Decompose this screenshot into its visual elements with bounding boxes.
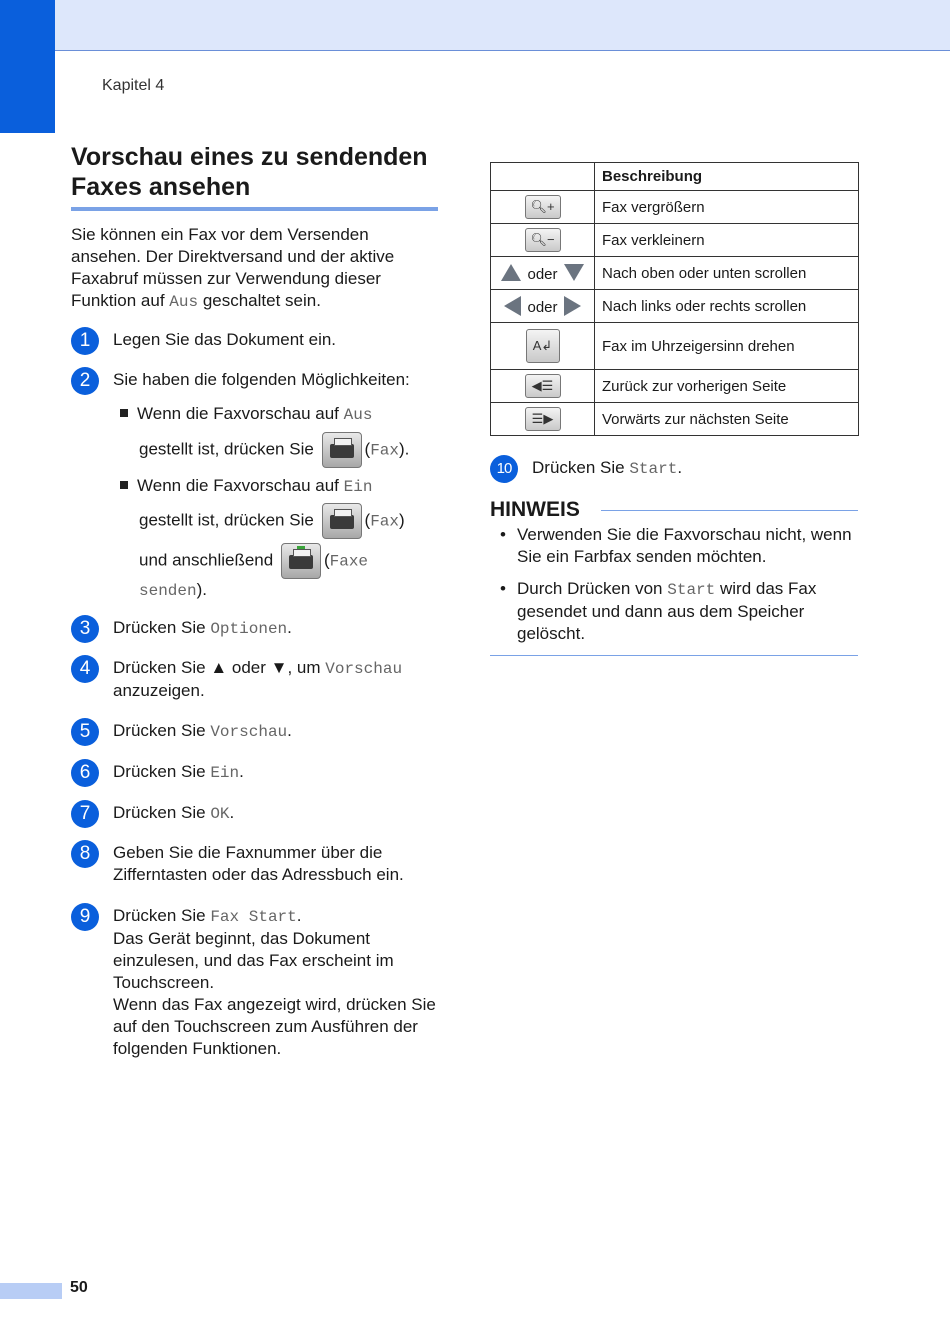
or-word: oder [527,265,558,283]
table-cell-desc: Nach links oder rechts scrollen [595,290,859,323]
note-heading: HINWEIS [490,498,580,521]
table-row [491,257,859,290]
step-code: OK [210,805,230,823]
table-row [491,403,859,436]
note-text: Durch Drücken von [517,579,668,598]
fax-button-icon [322,432,362,468]
step-post: . [229,803,235,822]
page-number: 50 [70,1279,88,1296]
preview-functions-table [490,162,859,436]
step-number: 3 [71,615,99,643]
button-code: Faxe [329,552,369,571]
step-number: 6 [71,759,99,787]
table-header-row [491,163,859,191]
step-code: Start [629,460,678,478]
option-1 [120,403,372,426]
table-cell-desc: Fax im Uhrzeigersinn drehen [595,323,859,370]
step-number: 10 [490,455,518,483]
table-row [491,323,859,370]
note-rule-bottom [490,655,858,656]
table-row [491,290,859,323]
square-bullet-icon [120,409,128,417]
step-text: Sie haben die folgenden Möglichkeiten: [113,370,410,389]
intro-text: Sie können ein Fax vor dem Versenden ansehen. Der Direktversand und der aktive Faxabruf müssen zur Verwendung dieser Funktion auf [71,225,395,310]
note-item [500,578,858,645]
step-code: Vorschau [210,723,288,741]
step-post: . [296,906,302,925]
arrow-left-icon [504,296,521,316]
note-list [500,524,858,655]
zoom-in-icon: 🔍︎+ [525,195,561,219]
button-code: Fax [370,512,400,531]
paren: ( [323,550,330,570]
square-bullet-icon [120,481,128,489]
option-text: Wenn die Faxvorschau auf [137,476,344,495]
table-cell-desc: Vorwärts zur nächsten Seite [595,403,859,436]
fax-button-icon [322,503,362,539]
or-word: oder [527,299,558,316]
step-post: . [287,618,292,637]
intro-paragraph [71,224,441,313]
option-text: gestellt ist, drücken Sie [139,510,319,530]
step-text [113,802,453,825]
step-text [113,761,453,784]
option-text: Wenn die Faxvorschau auf [137,404,344,423]
table-row [491,224,859,257]
table-cell-desc: Zurück zur vorherigen Seite [595,370,859,403]
step-pre: Drücken Sie [113,803,211,822]
table-cell-desc: Nach oben oder unten scrollen [595,257,859,290]
step-post: anzuzeigen. [113,681,205,700]
note-code: Start [667,581,716,599]
button-code: senden [139,582,197,600]
header-band [0,0,950,51]
page-number-strip [0,1283,62,1299]
paren: ) [399,510,405,530]
table-header-blank [491,163,595,191]
step-text [532,457,872,480]
next-page-icon: ☰▶ [525,407,561,431]
arrow-up-icon [501,264,521,281]
table-row [491,370,859,403]
step-code: Optionen [210,620,288,638]
step-pre: Drücken Sie [113,762,211,781]
send-fax-button-icon [281,543,321,579]
previous-page-icon: ◀☰ [525,374,561,398]
step-post: . [287,721,292,740]
step-code: Fax Start [210,908,297,926]
step-pre: Drücken Sie [113,618,211,637]
step-pre: Drücken Sie ▲ oder ▼, um [113,658,326,677]
step-text [113,617,453,640]
zoom-out-icon: 🔍︎− [525,228,561,252]
button-code: Fax [370,441,400,460]
table-cell-desc: Fax vergrößern [595,191,859,224]
paren: ). [399,439,410,459]
option-2-line-4 [139,579,207,602]
intro-text-end: geschaltet sein. [198,291,321,310]
paren: ( [364,510,371,530]
step-text [113,905,453,1060]
step-code: Ein [210,764,240,782]
arrow-down-icon [564,264,584,281]
option-2 [120,475,372,498]
step-number: 7 [71,800,99,828]
chapter-tab [0,0,55,133]
table-row [491,191,859,224]
step-number: 5 [71,718,99,746]
option-2-line-2 [139,503,405,539]
table-header-description: Beschreibung [595,163,859,191]
step-body: Wenn das Fax angezeigt wird, drücken Sie auf den Touchscreen zum Ausführen der folgenden Funktionen. [113,995,436,1058]
rotate-icon: A↲ [526,329,560,363]
step-number: 8 [71,840,99,868]
step-text [113,657,453,702]
title-underline [71,207,438,211]
option-code: Aus [343,406,373,424]
step-text [113,720,453,743]
step-number: 4 [71,655,99,683]
step-text: Geben Sie die Faxnummer über die Zifferntasten oder das Adressbuch ein. [113,843,404,884]
section-title: Vorschau eines zu sendenden Faxes ansehen [71,143,428,201]
note-text: wird das Fax gesendet und dann aus dem Speicher gelöscht. [517,579,817,643]
chapter-label: Kapitel 4 [102,77,165,94]
option-1-line-2 [139,432,409,468]
note-rule [601,510,858,511]
option-2-line-3 [139,543,368,579]
step-number: 9 [71,903,99,931]
note-item: • Verwenden Sie die Faxvorschau nicht, wenn Sie ein Farbfax senden möchten. [500,524,858,568]
option-text: gestellt ist, drücken Sie [139,439,319,459]
step-pre: Drücken Sie [113,906,211,925]
intro-code: Aus [169,293,199,311]
step-pre: Drücken Sie [532,458,630,477]
step-pre: Drücken Sie [113,721,211,740]
step-post: . [239,762,244,781]
paren: ( [364,439,371,459]
arrow-right-icon [564,296,581,316]
step-post: . [677,458,683,477]
step-code: Vorschau [325,660,403,678]
option-text: und anschließend [139,550,278,570]
step-body: Das Gerät beginnt, das Dokument einzulesen, und das Fax erscheint im Touchscreen. [113,929,394,992]
step-number: 1 [71,327,99,355]
option-code: Ein [343,478,373,496]
step-text: Legen Sie das Dokument ein. [113,330,337,349]
paren: ). [196,580,207,599]
step-number: 2 [71,367,99,395]
table-cell-desc: Fax verkleinern [595,224,859,257]
